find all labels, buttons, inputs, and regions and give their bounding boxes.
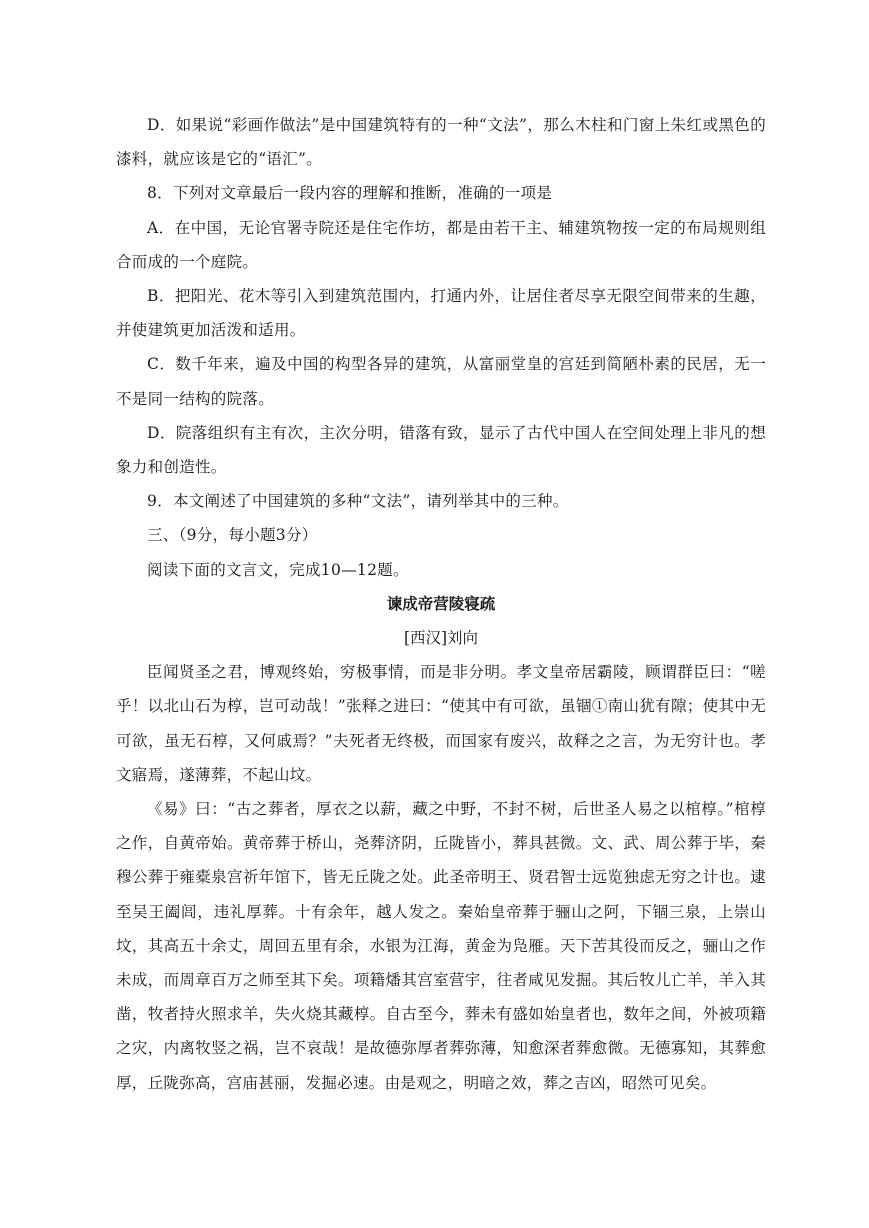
article-author: [西汉]刘向: [403, 629, 479, 648]
option-a: A．在中国，无论官署寺院还是住宅作坊，都是由若干主、辅建筑物按一定的布局规则组合而成的一个庭院。: [116, 218, 766, 271]
option-c: C．数千年来，遍及中国的构型各异的建筑，从富丽堂皇的宫廷到简陋朴素的民居，无一不是同一结构的院落。: [116, 355, 766, 408]
option-d-paragraph: D．如果说“彩画作做法”是中国建筑特有的一种“文法”，那么木柱和门窗上朱红或黑色的漆料，就应该是它的“语汇”。: [116, 116, 766, 169]
question-9: 9．本文阐述了中国建筑的多种“文法”，请列举其中的三种。: [147, 492, 569, 511]
option-b: B．把阳光、花木等引入到建筑范围内，打通内外，让居住者尽享无限空间带来的生趣，并使建筑更加活泼和适用。: [116, 287, 766, 340]
article-paragraph: 《易》曰：“古之葬者，厚衣之以薪，藏之中野，不封不树，后世圣人易之以棺椁。”棺椁之作，自黄帝始。黄帝葬于桥山，尧葬济阴，丘陇皆小，葬具甚微。文、武、周公葬于毕，秦穆公葬于雍橐泉宫祈年馆下，皆无丘陇之处。此圣帝明王、贤君智士远览独虑无穷之计也。逮至吴王阖闾，违礼厚葬。十有余年，越人发之。秦始皇帝葬于骊山之阿，下锢三泉，上崇山坟，其高五十余丈，周回五里有余，水银为江海，黄金为凫雁。天下苦其役而反之，骊山之作未成，而周章百万之师至其下矣。项籍燔其宫室营宇，往者咸见发掘。其后牧儿亡羊，羊入其凿，牧者持火照求羊，失火烧其藏椁。自古至今，葬未有盛如始皇者也，数年之间，外被项籍之灾，内离牧竖之祸，岂不哀哉！是故德弥厚者葬弥薄，知愈深者葬愈微。无德寡知，其葬愈厚，丘陇弥高，宫庙甚丽，发掘必速。由是观之，明暗之效，葬之吉凶，昭然可见矣。: [116, 800, 766, 1092]
section-three-heading: 三、（9分，每小题3分）: [147, 526, 318, 545]
article-title: 谏成帝营陵寝疏: [386, 594, 496, 613]
article-paragraph: 臣闻贤圣之君，博观终始，穷极事情，而是非分明。孝文皇帝居霸陵，顾谓群臣曰：“嗟乎！以北山石为椁，岂可动哉！”张释之进曰：“使其中有可欲，虽锢①南山犹有隙；使其中无可欲，虽无石椁，又何戚焉？”夫死者无终极，而国家有废兴，故释之之言，为无穷计也。孝文寤焉，遂薄葬，不起山坟。: [116, 663, 766, 784]
option-d: D．院落组织有主有次，主次分明，错落有致，显示了古代中国人在空间处理上非凡的想象力和创造性。: [116, 423, 766, 477]
reading-instruction: 阅读下面的文言文，完成10—12题。: [147, 560, 409, 579]
question-8: 8．下列对文章最后一段内容的理解和推断，准确的一项是: [147, 184, 553, 203]
document-page: [116, 108, 766, 1100]
